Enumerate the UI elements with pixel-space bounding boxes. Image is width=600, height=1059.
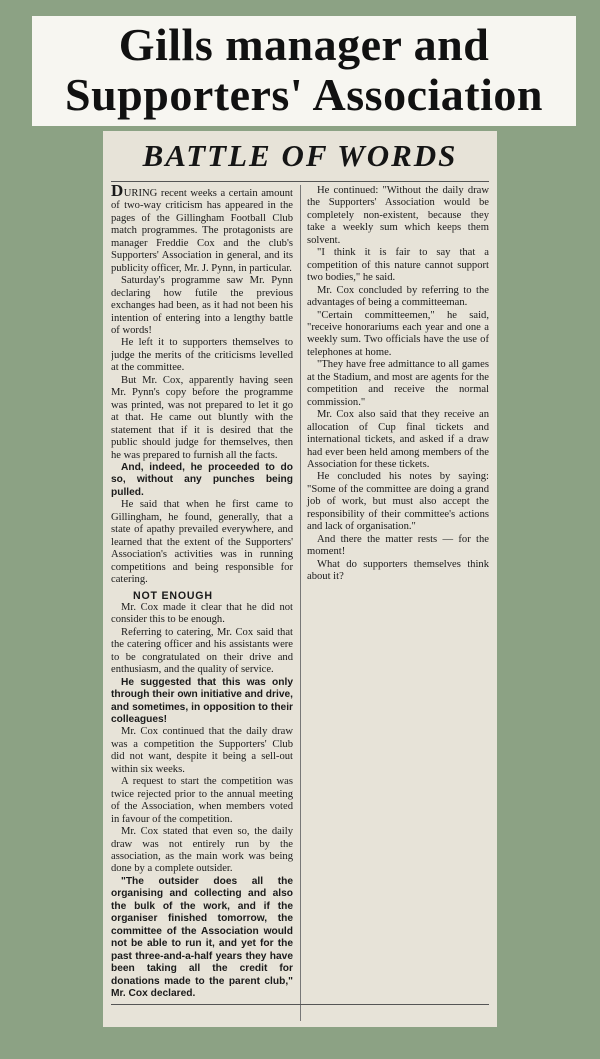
paragraph: A request to start the competition was twice rejected prior to the annual meeting of the Association, when members voted in favour of the competition. [111,776,293,825]
paragraph: But Mr. Cox, apparently having seen Mr. Pynn's copy before the programme was printed, was not prepared to let it go at that. He came out bluntly with the statement that if it is desired that the public should judge for themselves, then he was prepared to furnish all the facts. [111,374,293,461]
article-body [111,185,489,1021]
paragraph-bold: And, indeed, he proceeded to do so, without any punches being pulled. [111,461,293,498]
paragraph: Mr. Cox stated that even so, the daily draw was not entirely run by the association, as the main work was being done by a complete outsider. [111,826,293,875]
bottom-rule [111,1004,489,1005]
paragraph: He said that when he first came to Gillingham, he found, generally, that a state of apathy prevailed everywhere, and learned that the extent of the Supporters' Association's activities was in running competitions and being responsible for catering. [111,499,293,586]
paragraph: Mr. Cox also said that they receive an allocation of Cup final tickets and international tickets, and asked if a draw had ever been held among members of the Association for these tickets. [307,409,489,470]
paragraph: And there the matter rests — for the moment! [307,533,489,558]
top-rule [111,181,489,182]
drop-cap: D [111,185,124,200]
subheadline: BATTLE OF WORDS [142,138,458,173]
paragraph-bold: He suggested that this was only through their own initiative and drive, and sometimes, in opposition to their colleagues! [111,676,293,726]
paragraph: Mr. Cox continued that the daily draw was a competition the Supporters' Club did not want, despite it being a sell-out within six weeks. [111,726,293,775]
paragraph: Mr. Cox made it clear that he did not consider this to be enough. [111,601,293,626]
paragraph: He continued: "Without the daily draw the Supporters' Association would be completely non-existent, because they take a weekly sum which keeps them solvent. [307,185,489,246]
headline-line-2: Supporters' Association [65,69,543,120]
paragraph: "They have free admittance to all games at the Stadium, and most are agents for the competition and receive the normal commission." [307,359,489,408]
paragraph: He concluded his notes by saying: "Some of the committee are doing a grand job of work, but must also accept the responsibility of their committee's actions and lack of organisation." [307,471,489,533]
paragraph [111,185,293,275]
paragraph: What do supporters themselves think about it? [307,558,489,583]
paragraph: Mr. Cox concluded by referring to the advantages of being a committeeman. [307,284,489,309]
paragraph: He left it to supporters themselves to judge the merits of the criticisms levelled at the committee. [111,337,293,374]
paragraph-bold: "The outsider does all the organising and collecting and also the bulk of the work, and if the organiser finished tomorrow, the committee of the Association would not be able to run it, and yet for the past three-and-a-half years they have been taking all the credit for donations made to the parent club," Mr. Cox declared. [111,875,293,999]
crosshead: NOT ENOUGH [133,589,213,602]
paragraph: "Certain committeemen," he said, "receive honorariums each year and one a weekly sum. Two officials have the use of telephones at home. [307,309,489,358]
headline-box [32,16,576,126]
paragraph: "I think it is fair to say that a competition of this nature cannot support two bodies," he said. [307,247,489,284]
paragraph: Saturday's programme saw Mr. Pynn declaring how futile the previous exchanges had been, as it had not been his intention of entering into a lengthy battle of words! [111,275,293,336]
newspaper-clipping [103,131,497,1027]
headline-line-1: Gills manager and [118,19,490,70]
headline [38,20,570,120]
paragraph: Referring to catering, Mr. Cox said that the catering officer and his assistants were to be congratulated on their drive and enthusiasm, and the quality of service. [111,626,293,676]
paragraph-text: URING recent weeks a certain amount of two-way criticism has appeared in the pages of the Gillingham Football Club match programmes. The protagonists are manager Freddie Cox and the club's Supporters' Association in general, and its publicity officer, Mr. J. Pynn, in particular. [111,188,293,274]
